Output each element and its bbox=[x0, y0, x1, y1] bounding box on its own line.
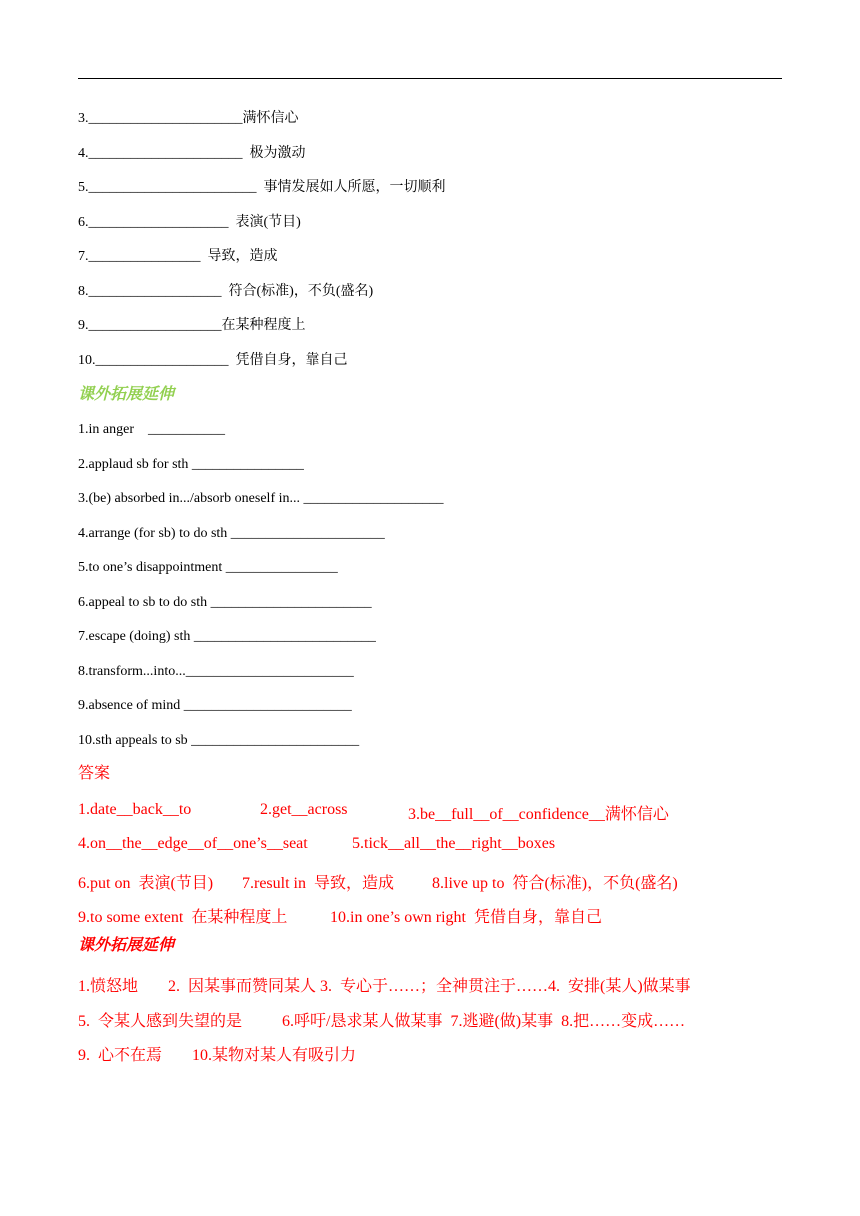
ext-answer-1: 1.愤怒地 bbox=[78, 978, 139, 995]
ext-answer-10: 10.某物对某人有吸引力 bbox=[192, 1047, 357, 1064]
answer-8: 8.live up to 符合(标准)，不负(盛名) bbox=[432, 875, 678, 892]
answers-extension-heading: 课外拓展延伸 bbox=[78, 937, 175, 954]
phrase-blank-7: 7.________________ 导致，造成 bbox=[78, 249, 278, 264]
phrase-blank-9: 9.___________________在某种程度上 bbox=[78, 318, 306, 333]
extension-item-7: 7.escape (doing) sth __________________________ bbox=[78, 629, 376, 644]
answer-2: 2.get__across bbox=[260, 801, 348, 818]
extension-item-8: 8.transform...into...________________________ bbox=[78, 664, 354, 679]
ext-answer-5: 5. 令某人感到失望的是 bbox=[78, 1013, 243, 1030]
answer-5: 5.tick__all__the__right__boxes bbox=[352, 835, 556, 852]
answers-heading: 答案 bbox=[78, 765, 111, 782]
extension-item-4: 4.arrange (for sb) to do sth ______________________ bbox=[78, 526, 385, 541]
extension-item-10: 10.sth appeals to sb ________________________ bbox=[78, 733, 360, 748]
extension-item-6: 6.appeal to sb to do sth _______________________ bbox=[78, 595, 372, 610]
phrase-blank-10: 10.___________________ 凭借自身，靠自己 bbox=[78, 353, 348, 368]
extension-item-3: 3.(be) absorbed in.../absorb oneself in... ____________________ bbox=[78, 491, 444, 506]
phrase-blank-4: 4.______________________ 极为激动 bbox=[78, 146, 306, 161]
ext-answer-9: 9. 心不在焉 bbox=[78, 1047, 163, 1064]
extension-item-1: 1.in anger ___________ bbox=[78, 422, 225, 437]
header-rule bbox=[78, 78, 782, 79]
answer-7: 7.result in 导致，造成 bbox=[242, 875, 394, 892]
extension-item-2: 2.applaud sb for sth ________________ bbox=[78, 457, 304, 472]
extension-heading: 课外拓展延伸 bbox=[78, 386, 175, 403]
extension-item-5: 5.to one’s disappointment ________________ bbox=[78, 560, 338, 575]
ext-answer-2-4: 2. 因某事而赞同某人 3. 专心于……；全神贯注于……4. 安排(某人)做某事 bbox=[168, 978, 691, 995]
ext-answer-6-8: 6.呼吁/恳求某人做某事 7.逃避(做)某事 8.把……变成…… bbox=[282, 1013, 686, 1030]
answer-6: 6.put on 表演(节目) bbox=[78, 875, 214, 892]
answer-9: 9.to some extent 在某种程度上 bbox=[78, 909, 288, 926]
answer-4: 4.on__the__edge__of__one’s__seat bbox=[78, 835, 308, 852]
extension-item-9: 9.absence of mind ________________________ bbox=[78, 698, 352, 713]
answer-10: 10.in one’s own right 凭借自身，靠自己 bbox=[330, 909, 602, 926]
phrase-blank-6: 6.____________________ 表演(节目) bbox=[78, 215, 301, 230]
phrase-blank-5: 5.________________________ 事情发展如人所愿，一切顺利 bbox=[78, 180, 446, 195]
answer-3: 3.be__full__of__confidence__满怀信心 bbox=[408, 806, 669, 823]
phrase-blank-8: 8.___________________ 符合(标准)，不负(盛名) bbox=[78, 284, 374, 299]
phrase-blank-3: 3.______________________满怀信心 bbox=[78, 111, 299, 126]
answer-1: 1.date__back__to bbox=[78, 801, 192, 818]
